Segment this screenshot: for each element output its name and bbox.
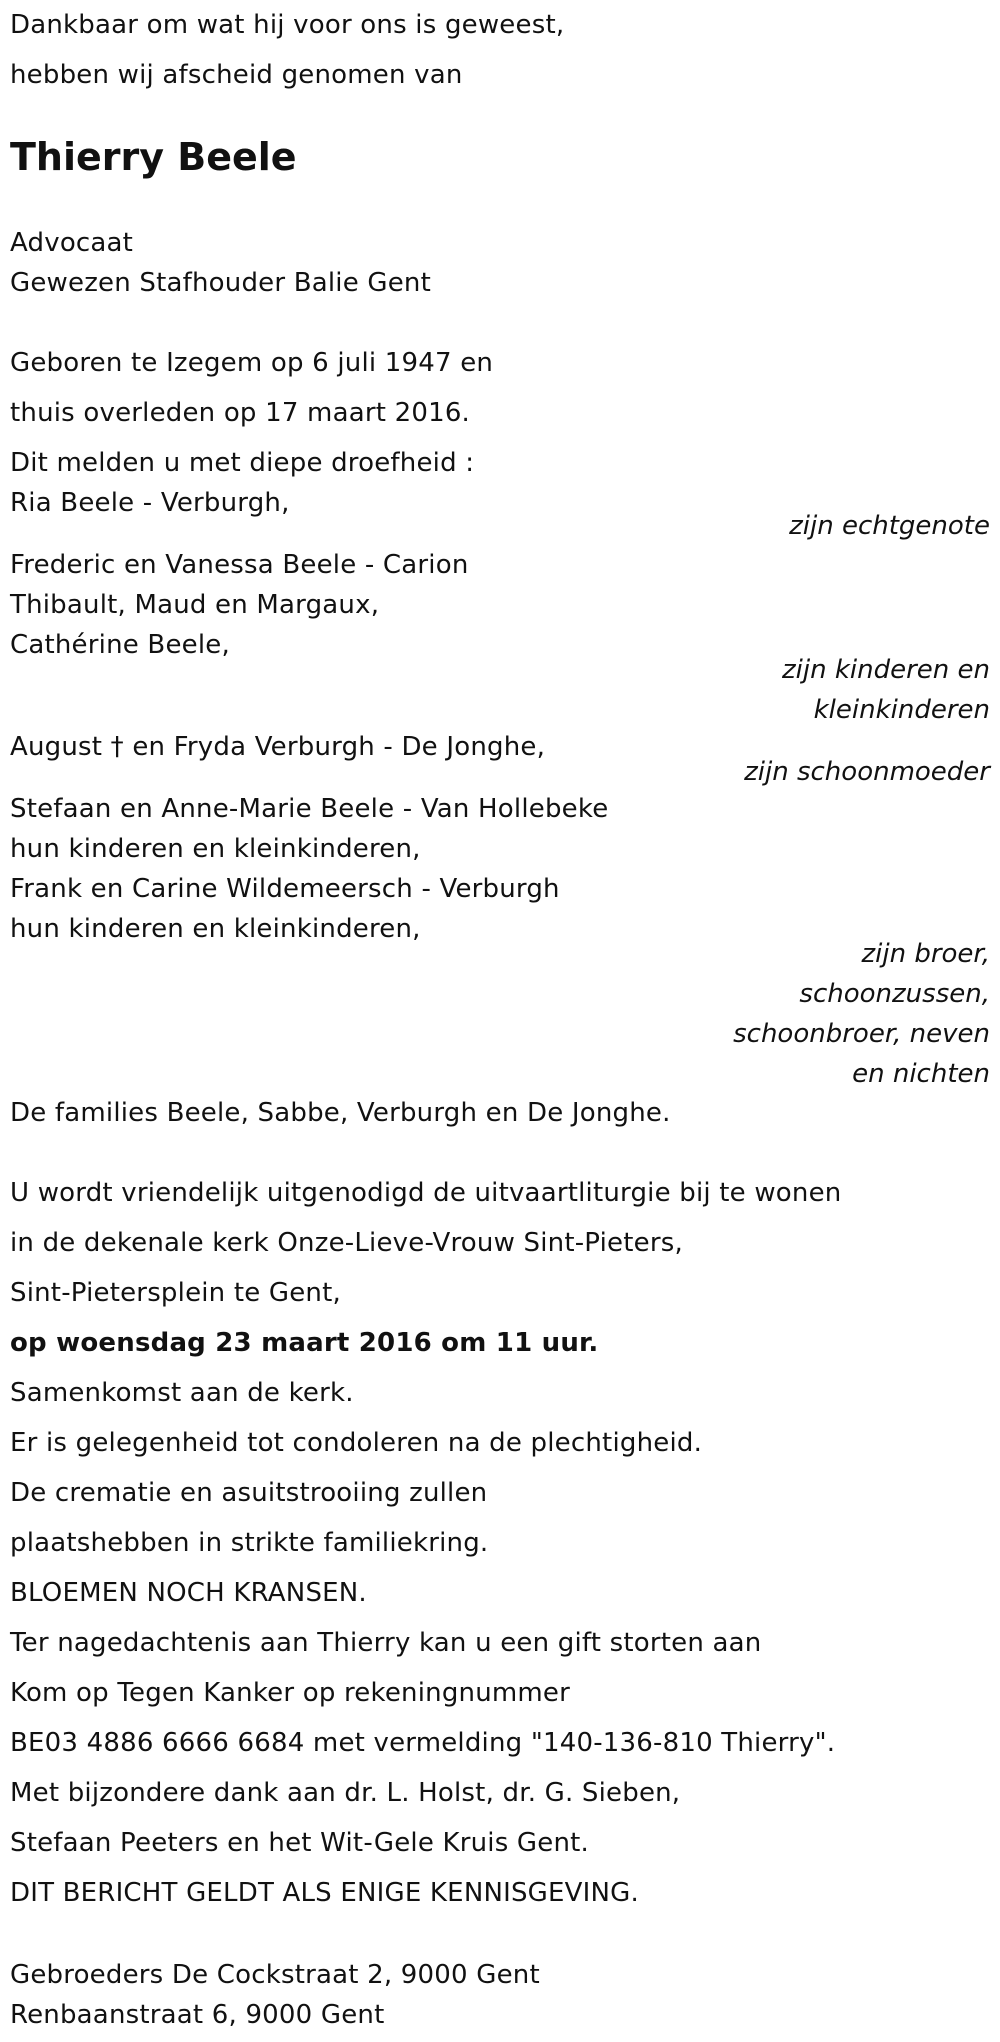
siblings-relation-4: en nichten: [852, 1059, 990, 1089]
ceremony-line-2: in de dekenale kerk Onze-Lieve-Vrouw Sint-Pieters,: [10, 1228, 683, 1258]
siblings-relation-1: zijn broer,: [861, 939, 990, 969]
announcement-line: Dit melden u met diepe droefheid :: [10, 448, 475, 478]
child-line-1: Frederic en Vanessa Beele - Carion: [10, 550, 469, 580]
address-line-1: Gebroeders De Cockstraat 2, 9000 Gent: [10, 1960, 540, 1990]
ceremony-line-1: U wordt vriendelijk uitgenodigd de uitvaartliturgie bij te wonen: [10, 1178, 842, 1208]
detail-line-11: DIT BERICHT GELDT ALS ENIGE KENNISGEVING.: [10, 1878, 639, 1908]
detail-line-1: Samenkomst aan de kerk.: [10, 1378, 354, 1408]
spouse-relation: zijn echtgenote: [789, 511, 990, 541]
children-relation-2: kleinkinderen: [813, 695, 990, 725]
intro-line-2: hebben wij afscheid genomen van: [10, 60, 463, 90]
detail-line-8: BE03 4886 6666 6684 met vermelding "140-136-810 Thierry".: [10, 1728, 836, 1758]
siblings-relation-3: schoonbroer, neven: [733, 1019, 990, 1049]
ceremony-line-3: Sint-Pietersplein te Gent,: [10, 1278, 341, 1308]
families-line: De families Beele, Sabbe, Verburgh en De Jonghe.: [10, 1098, 671, 1128]
detail-line-7: Kom op Tegen Kanker op rekeningnummer: [10, 1678, 571, 1708]
intro-line-1: Dankbaar om wat hij voor ons is geweest,: [10, 10, 565, 40]
deceased-former-title: Gewezen Stafhouder Balie Gent: [10, 268, 431, 298]
detail-line-2: Er is gelegenheid tot condoleren na de plechtigheid.: [10, 1428, 703, 1458]
children-relation-1: zijn kinderen en: [782, 655, 990, 685]
child-line-2: Thibault, Maud en Margaux,: [10, 590, 380, 620]
death-line: thuis overleden op 17 maart 2016.: [10, 398, 471, 428]
detail-line-10: Stefaan Peeters en het Wit-Gele Kruis Gent.: [10, 1828, 590, 1858]
sibling-line-3: Frank en Carine Wildemeersch - Verburgh: [10, 874, 560, 904]
spouse-name: Ria Beele - Verburgh,: [10, 488, 290, 518]
ceremony-date: op woensdag 23 maart 2016 om 11 uur.: [10, 1328, 599, 1358]
detail-line-9: Met bijzondere dank aan dr. L. Holst, dr. G. Sieben,: [10, 1778, 681, 1808]
birth-line: Geboren te Izegem op 6 juli 1947 en: [10, 348, 494, 378]
detail-line-3: De crematie en asuitstrooiing zullen: [10, 1478, 488, 1508]
inlaws-line: August † en Fryda Verburgh - De Jonghe,: [10, 732, 546, 762]
sibling-line-4: hun kinderen en kleinkinderen,: [10, 914, 421, 944]
detail-line-6: Ter nagedachtenis aan Thierry kan u een gift storten aan: [10, 1628, 762, 1658]
siblings-relation-2: schoonzussen,: [799, 979, 990, 1009]
sibling-line-2: hun kinderen en kleinkinderen,: [10, 834, 421, 864]
detail-line-4: plaatshebben in strikte familiekring.: [10, 1528, 489, 1558]
child-line-3: Cathérine Beele,: [10, 630, 230, 660]
detail-line-5: BLOEMEN NOCH KRANSEN.: [10, 1578, 367, 1608]
deceased-name: Thierry Beele: [10, 135, 297, 179]
address-line-2: Renbaanstraat 6, 9000 Gent: [10, 2000, 385, 2030]
sibling-line-1: Stefaan en Anne-Marie Beele - Van Hollebeke: [10, 794, 609, 824]
inlaws-relation: zijn schoonmoeder: [744, 757, 990, 787]
deceased-profession: Advocaat: [10, 228, 134, 258]
